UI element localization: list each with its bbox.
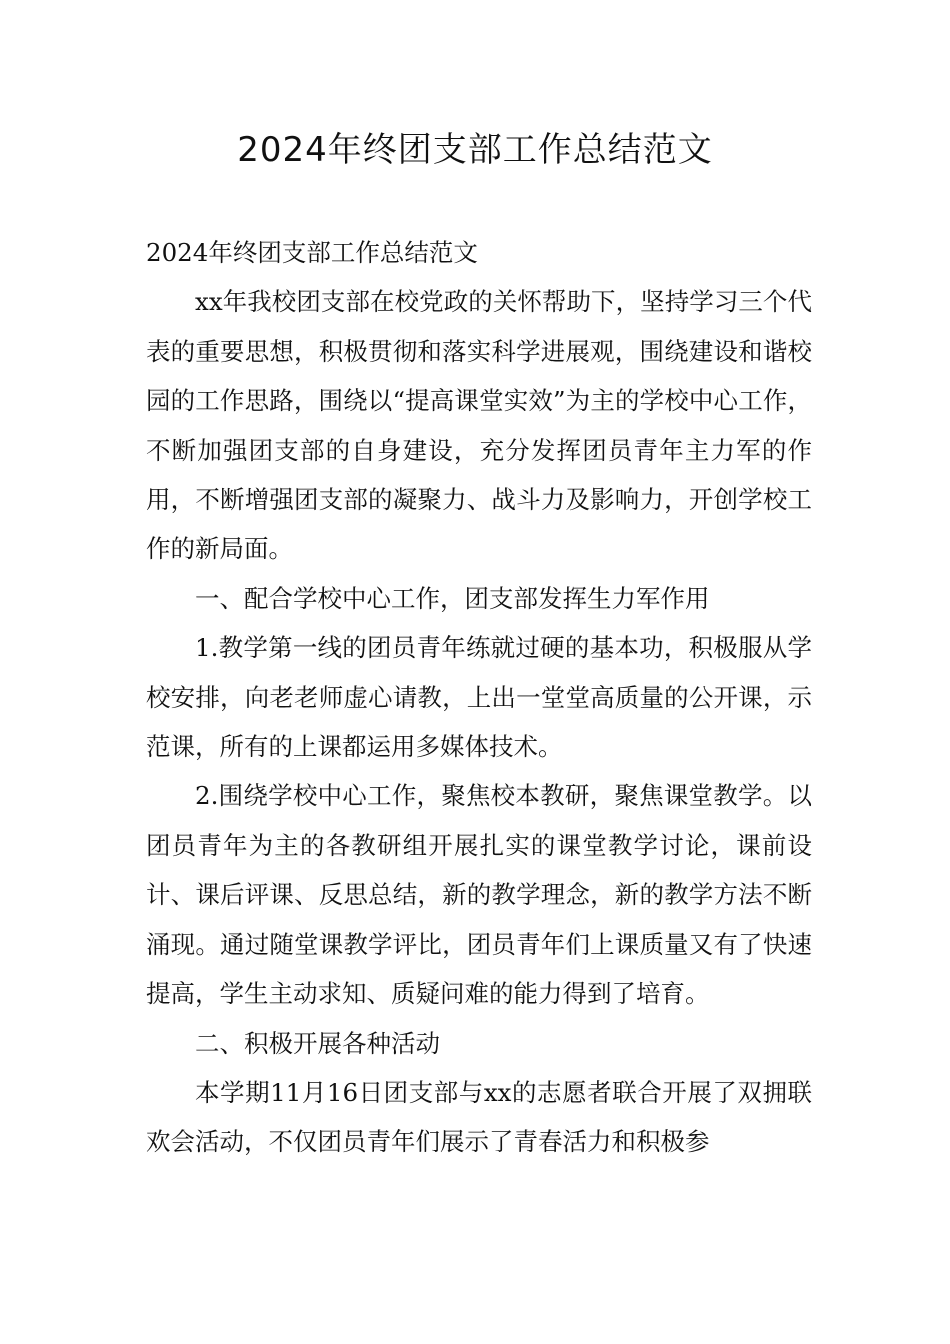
document-body (146, 228, 812, 1167)
body-heading: 2024年终团支部工作总结范文 (146, 238, 478, 267)
section-heading-1: 一、配合学校中心工作，团支部发挥生力军作用 (195, 583, 710, 613)
activity-paragraph: 本学期11月16日团支部与xx的志愿者联合开展了双拥联欢会活动，不仅团员青年们展示了青春活力和积极参 (146, 1077, 812, 1157)
numbered-paragraph-1: 1.教学第一线的团员青年练就过硬的基本功，积极服从学校安排，向老老师虚心请教，上出一堂堂高质量的公开课，示范课，所有的上课都运用多媒体技术。 (146, 633, 812, 762)
section-heading-2: 二、积极开展各种活动 (195, 1028, 440, 1058)
numbered-paragraph-2: 2.围绕学校中心工作，聚焦校本教研，聚焦课堂教学。以团员青年为主的各教研组开展扎实的课堂教学讨论，课前设计、课后评课、反思总结，新的教学理念，新的教学方法不断涌现。通过随堂课教学评比，团员青年们上课质量又有了快速提高，学生主动求知、质疑问难的能力得到了培育。 (146, 781, 812, 1009)
intro-paragraph: xx年我校团支部在校党政的关怀帮助下，坚持学习三个代表的重要思想，积极贯彻和落实科学进展观，围绕建设和谐校园的工作思路，围绕以“提高课堂实效”为主的学校中心工作，不断加强团支部的自身建设，充分发挥团员青年主力军的作用，不断增强团支部的凝聚力、战斗力及影响力，开创学校工作的新局面。 (146, 287, 812, 564)
document-title: 2024年终团支部工作总结范文 (237, 130, 713, 170)
